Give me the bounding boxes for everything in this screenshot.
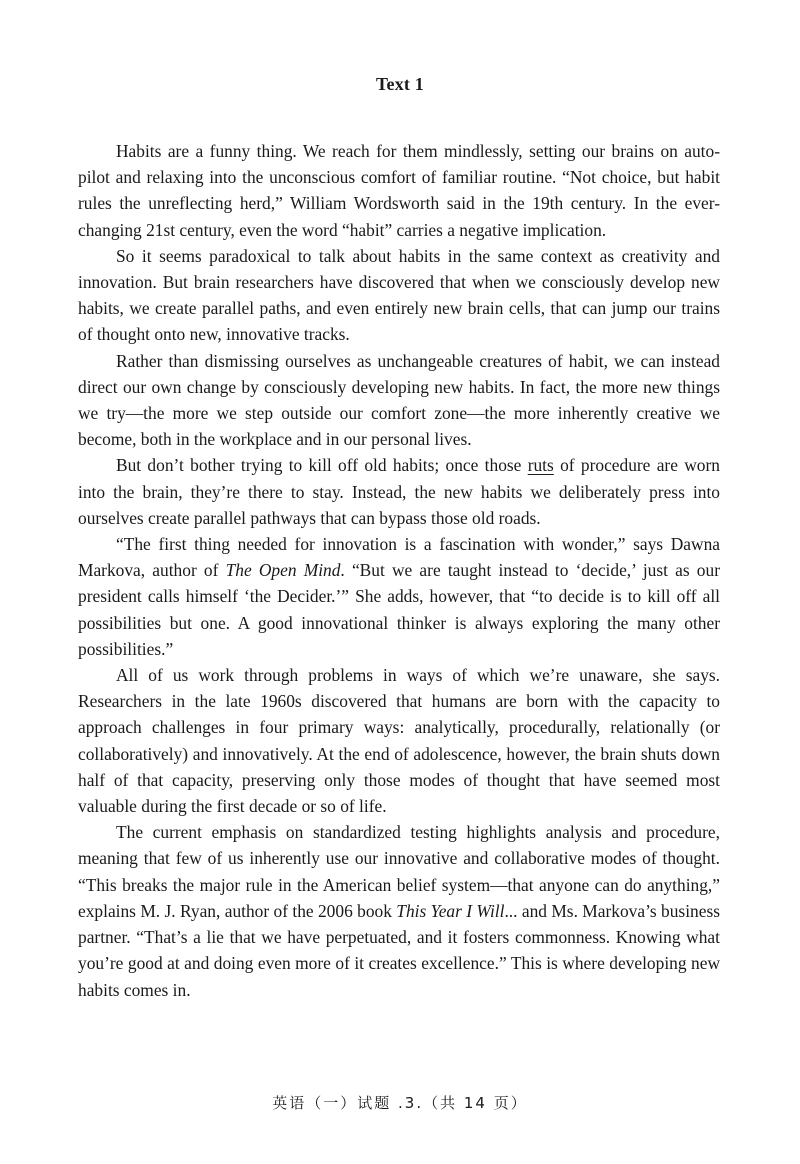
paragraph — [78, 348, 720, 453]
article-body — [78, 138, 720, 1003]
paragraph — [78, 662, 720, 819]
paragraph — [78, 138, 720, 243]
underlined-word: ruts — [527, 455, 554, 476]
book-title: The Open Mind — [225, 560, 341, 581]
text-run: The current emphasis on standardized testing highlights analysis and procedure, meaning that few of us inherently use our innovative and collaborative modes of thought. “This breaks the major rule in the American belief system—that anyone can do anything,” explains M. J. Ryan, author of the 2006 book — [78, 822, 720, 921]
page-footer: 英语（一）试题 .3.（共 14 页） — [272, 1094, 528, 1112]
text-run: All of us work through problems in ways of which we’re unaware, she says. Researchers in the late 1960s discovered that humans are born with the capacity to approach challenges in four primary ways: analytically, procedurally, relationally (or collaboratively) and innovatively. At the end of adolescence, however, the brain shuts down half of that capacity, preserving only those modes of thought that have seemed most valuable during the first decade or so of life. — [78, 665, 720, 817]
text-run: ... and Ms. Markova’s business partner. “That’s a lie that we have perpetuated, and it fosters commonness. Knowing what you’re good at and doing even more of it creates excellence.” This is where developing new habits comes in. — [78, 900, 720, 1000]
paragraph — [78, 819, 720, 1002]
text-run: Habits are a funny thing. We reach for them mindlessly, setting our brains on auto-pilot and relaxing into the unconscious comfort of familiar routine. “Not choice, but habit rules the unreflecting herd,” William Wordsworth said in the 19th century. In the ever-changing 21st century, even the word “habit” carries a negative implication. — [78, 141, 720, 240]
text-run: But don’t bother trying to kill off old habits; once those — [116, 455, 528, 476]
text-run: of procedure are worn into the brain, they’re there to stay. Instead, the new habits we deliberately press into ourselves create parallel pathways that can bypass those old roads. — [78, 455, 720, 528]
text-run: Rather than dismissing ourselves as unchangeable creatures of habit, we can instead direct our own change by consciously developing new habits. In fact, the more new things we try—the more we step outside our comfort zone—the more inherently creative we become, both in the workplace and in our personal lives. — [78, 350, 720, 450]
text-run: So it seems paradoxical to talk about habits in the same context as creativity and innovation. But brain researchers have discovered that when we consciously develop new habits, we create parallel paths, and even entirely new brain cells, that can jump our trains of thought onto new, innovative tracks. — [78, 245, 720, 345]
text-run: “The first thing needed for innovation is a fascination with wonder,” says Dawna Markova, author of — [78, 534, 720, 581]
page-title: Text 1 — [375, 74, 425, 94]
text-run: . “But we are taught instead to ‘decide,’ just as our president calls himself ‘the Decider.’” She adds, however, that “to decide is to kill off all possibilities but one. A good innovational thinker is always exploring the many other possibilities.” — [78, 560, 720, 659]
paragraph — [78, 243, 720, 348]
book-title: This Year I Will — [396, 900, 505, 921]
paragraph — [78, 452, 720, 531]
paragraph — [78, 531, 720, 662]
